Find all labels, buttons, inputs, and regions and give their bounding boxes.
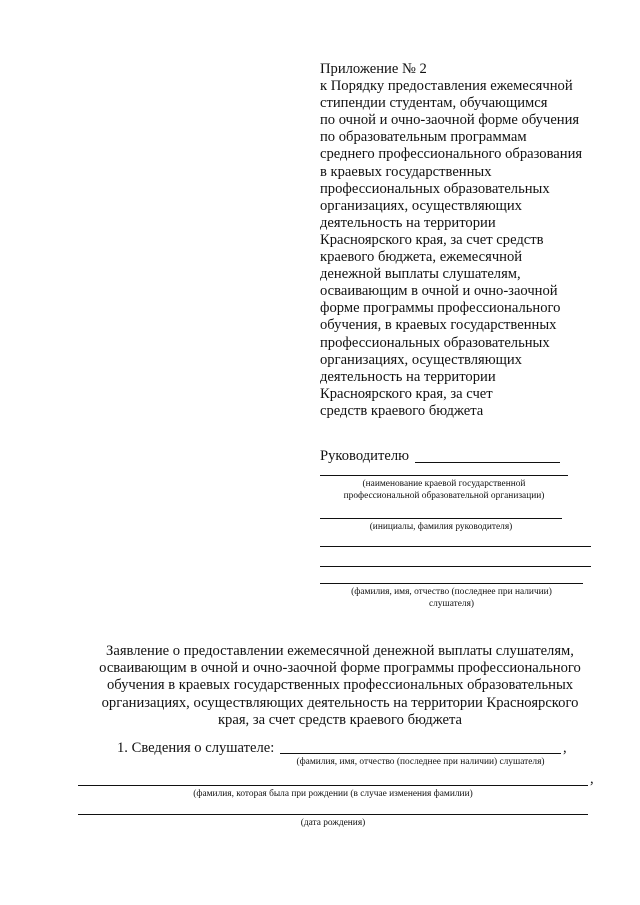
appendix-line: организациях, осуществляющих bbox=[320, 351, 522, 368]
appendix-line: профессиональных образовательных bbox=[320, 180, 550, 197]
org-name-line[interactable] bbox=[320, 475, 568, 476]
appendix-line: профессиональных образовательных bbox=[320, 334, 550, 351]
listener-line-1[interactable] bbox=[320, 546, 591, 547]
appendix-line: осваивающим в очной и очно-заочной bbox=[320, 283, 558, 300]
appendix-line: к Порядку предоставления ежемесячной bbox=[320, 78, 573, 95]
appendix-line: среднего профессионального образования bbox=[320, 146, 583, 163]
title-line: организациях, осуществляющих деятельность на территории Красноярского bbox=[101, 694, 579, 711]
appendix-line: организациях, осуществляющих bbox=[320, 197, 522, 214]
title-line: края, за счет средств краевого бюджета bbox=[217, 711, 463, 728]
appendix-line: Красноярского края, за счет средств bbox=[320, 231, 544, 248]
listener-caption-1: (фамилия, имя, отчество (последнее при наличии) bbox=[351, 587, 552, 597]
maiden-name-caption: (фамилия, которая была при рождении (в случае изменения фамилии) bbox=[193, 789, 473, 799]
appendix-line: краевого бюджета, ежемесячной bbox=[320, 249, 523, 266]
appendix-line: форме программы профессионального bbox=[320, 300, 561, 317]
org-caption-1: (наименование краевой государственной bbox=[362, 479, 526, 489]
head-blank-line[interactable] bbox=[415, 462, 560, 463]
appendix-line: Красноярского края, за счет bbox=[320, 385, 493, 402]
appendix-line: в краевых государственных bbox=[320, 163, 492, 180]
name-comma: , bbox=[563, 740, 567, 756]
title-line: осваивающим в очной и очно-заочной форме программы профессионального bbox=[99, 660, 581, 677]
appendix-line: денежной выплаты слушателям, bbox=[320, 266, 521, 283]
listener-caption-2: слушателя) bbox=[428, 599, 475, 609]
head-label: Руководителю bbox=[320, 448, 410, 464]
head-name-caption: (инициалы, фамилия руководителя) bbox=[369, 522, 513, 532]
birth-date-caption: (дата рождения) bbox=[300, 818, 366, 828]
head-name-line[interactable] bbox=[320, 518, 562, 519]
appendix-line: стипендии студентам, обучающимся bbox=[320, 95, 548, 112]
maiden-name-line[interactable] bbox=[78, 785, 588, 786]
birth-date-line[interactable] bbox=[78, 814, 588, 815]
title-line: Заявление о предоставлении ежемесячной денежной выплаты слушателям, bbox=[106, 643, 574, 659]
appendix-line: по очной и очно-заочной форме обучения bbox=[320, 112, 580, 129]
appendix-line: средств краевого бюджета bbox=[320, 402, 484, 419]
application-title bbox=[60, 643, 620, 729]
listener-name-caption: (фамилия, имя, отчество (последнее при наличии) слушателя) bbox=[296, 757, 545, 767]
title-line: обучения в краевых государственных профессиональных образовательных bbox=[106, 677, 574, 694]
section1-label: 1. Сведения о слушателе: bbox=[117, 740, 275, 756]
appendix-line: по образовательным программам bbox=[320, 129, 527, 146]
org-caption-2: профессиональной образовательной организации) bbox=[343, 491, 545, 501]
listener-line-2[interactable] bbox=[320, 566, 591, 567]
listener-line-3[interactable] bbox=[320, 583, 583, 584]
listener-name-line[interactable] bbox=[280, 753, 561, 754]
appendix-line: деятельность на территории bbox=[320, 368, 496, 385]
appendix-line: Приложение № 2 bbox=[320, 61, 427, 77]
maiden-comma: , bbox=[590, 771, 594, 787]
appendix-line: обучения, в краевых государственных bbox=[320, 317, 557, 334]
appendix-line: деятельность на территории bbox=[320, 214, 496, 231]
appendix-header bbox=[320, 61, 625, 420]
